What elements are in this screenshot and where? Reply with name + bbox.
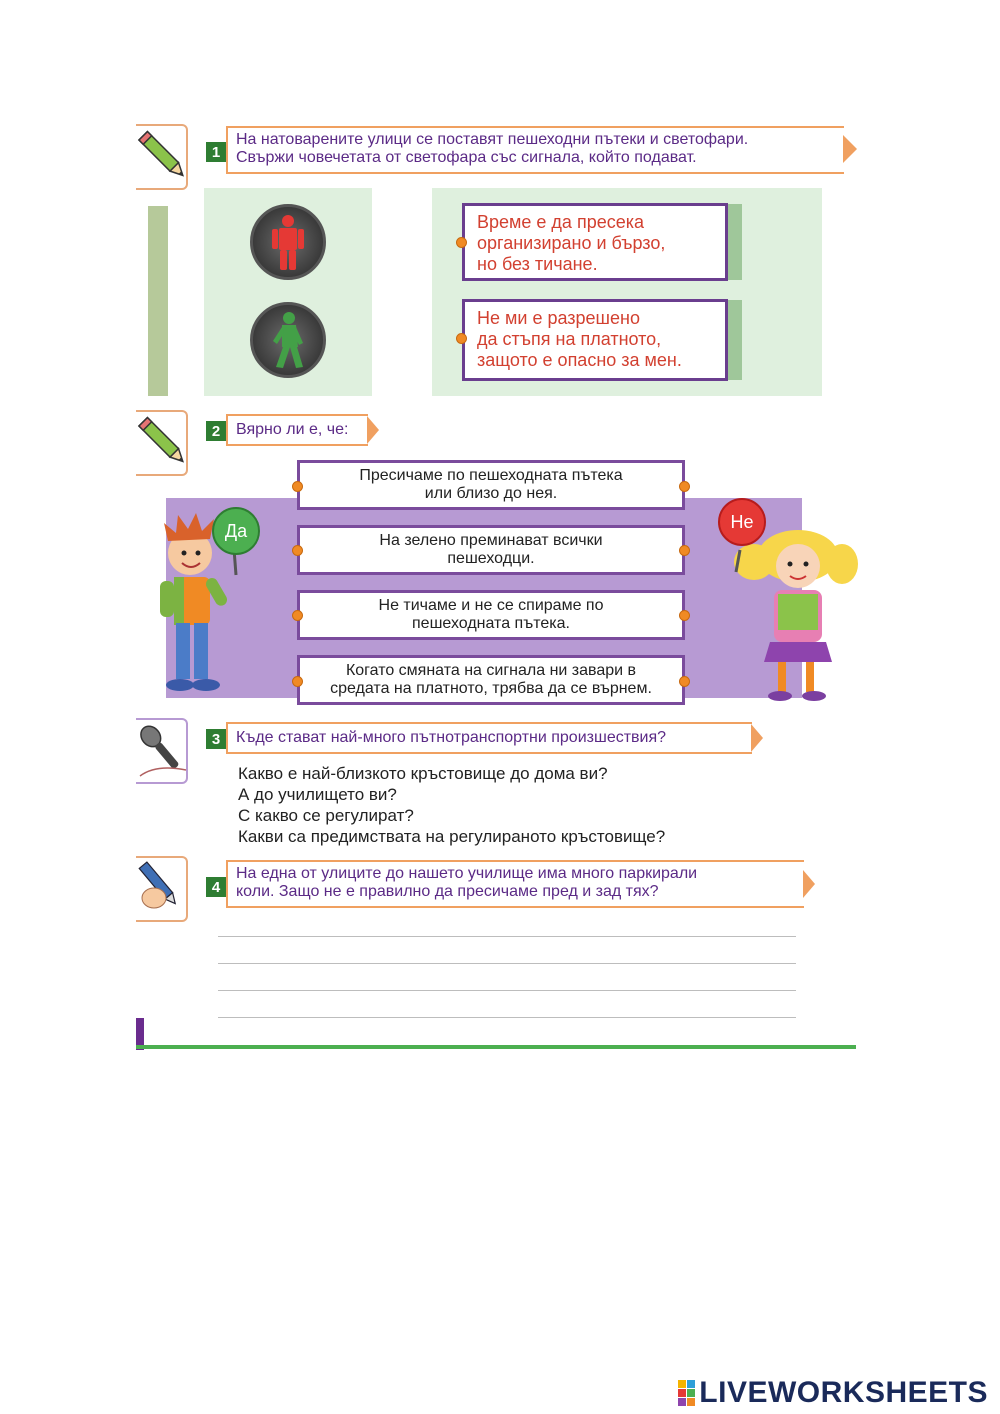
task4-banner (226, 860, 804, 908)
task1-prompt-line1: На натоварените улици се поставят пешеходни пътеки и светофари. (236, 131, 749, 148)
pencil-icon (136, 412, 190, 474)
statement-2-left-dot[interactable] (292, 545, 303, 556)
task3-question-3: С какво се регулират? (238, 806, 414, 825)
statement-2-line1: На зелено преминават всички (379, 532, 603, 549)
statement-1-line2: или близо до нея. (424, 485, 558, 502)
card-2-line2: да стъпя на платното, (477, 329, 662, 349)
liveworksheets-logo (678, 1376, 988, 1410)
task-number-3: 3 (206, 729, 226, 749)
answer-line-1[interactable] (218, 936, 796, 937)
side-bar (148, 206, 168, 396)
statement-2-line2: пешеходци. (447, 550, 535, 567)
card-2-connector-dot[interactable] (456, 333, 467, 344)
card-1-connector-dot[interactable] (456, 237, 467, 248)
task2-banner (226, 414, 368, 446)
statement-1-left-dot[interactable] (292, 481, 303, 492)
statement-3[interactable] (297, 590, 685, 640)
statement-4[interactable] (297, 655, 685, 705)
signal-card-2[interactable] (462, 299, 728, 381)
task4-banner-tip (803, 870, 815, 898)
task3-prompt: Къде стават най-много пътнотранспортни произшествия? (236, 729, 667, 746)
red-man-icon (253, 207, 323, 277)
card-2-line3: защото е опасно за мен. (477, 350, 682, 370)
statement-4-left-dot[interactable] (292, 676, 303, 687)
statement-4-line1: Когато смяната на сигнала ни завари в (345, 662, 637, 679)
signal-card-1[interactable] (462, 203, 728, 281)
answer-line-4[interactable] (218, 1017, 796, 1018)
pencil-icon-box-2 (136, 410, 188, 476)
microphone-icon-box (136, 718, 188, 784)
green-man-icon (253, 305, 323, 375)
pencil-icon-box (136, 124, 188, 190)
statement-1[interactable] (297, 460, 685, 510)
task3-question-4: Какви са предимствата на регулираното кръстовище? (238, 827, 666, 846)
statement-1-line1: Пресичаме по пешеходната пътека (359, 467, 623, 484)
page-bottom-rule (136, 1045, 856, 1049)
task1-banner (226, 126, 844, 174)
task3-question-1: Какво е най-близкото кръстовище до дома ви? (238, 764, 608, 783)
pencil-icon (136, 126, 190, 188)
red-light (250, 204, 326, 280)
microphone-icon (136, 720, 190, 782)
logo-grid-icon (678, 1380, 695, 1406)
task-number-2: 2 (206, 421, 226, 441)
task1-prompt-line2: Свържи човечетата от светофара със сигнала, който подават. (236, 149, 697, 166)
task-number-1: 1 (206, 142, 226, 162)
task3-banner-tip (751, 724, 763, 752)
answer-line-3[interactable] (218, 990, 796, 991)
pen-hand-icon-box (136, 856, 188, 922)
card-1-line3: но без тичане. (477, 254, 598, 274)
task2-banner-tip (367, 416, 379, 444)
no-sign: Не (718, 498, 766, 546)
statement-1-right-dot[interactable] (679, 481, 690, 492)
statement-2-right-dot[interactable] (679, 545, 690, 556)
statement-3-line1: Не тичаме и не се спираме по (378, 597, 604, 614)
card-1-line2: организирано и бързо, (477, 233, 666, 253)
card-2-shadow (726, 300, 742, 380)
card-2-line1: Не ми е разрешено (477, 308, 640, 328)
statement-3-line2: пешеходната пътека. (412, 615, 570, 632)
task-number-4: 4 (206, 877, 226, 897)
green-light (250, 302, 326, 378)
task2-prompt: Вярно ли е, че: (236, 421, 349, 438)
answer-line-2[interactable] (218, 963, 796, 964)
statement-3-left-dot[interactable] (292, 610, 303, 621)
writing-hand-icon (136, 858, 190, 920)
task4-prompt-line1: На една от улиците до нашето училище има много паркирали (236, 865, 698, 882)
task1-banner-tip (843, 135, 857, 163)
task3-question-2: А до училището ви? (238, 785, 397, 804)
statement-4-right-dot[interactable] (679, 676, 690, 687)
statement-4-line2: средата на платното, трябва да се върнем. (330, 680, 652, 697)
logo-text: LIVEWORKSHEETS (699, 1376, 988, 1409)
statement-2[interactable] (297, 525, 685, 575)
card-1-shadow (726, 204, 742, 280)
card-1-line1: Време е да пресека (477, 212, 645, 232)
statement-3-right-dot[interactable] (679, 610, 690, 621)
task3-questions (238, 763, 665, 847)
task3-banner (226, 722, 752, 754)
task4-prompt-line2: коли. Защо не е правилно да пресичаме пред и зад тях? (236, 883, 659, 900)
yes-sign: Да (212, 507, 260, 555)
